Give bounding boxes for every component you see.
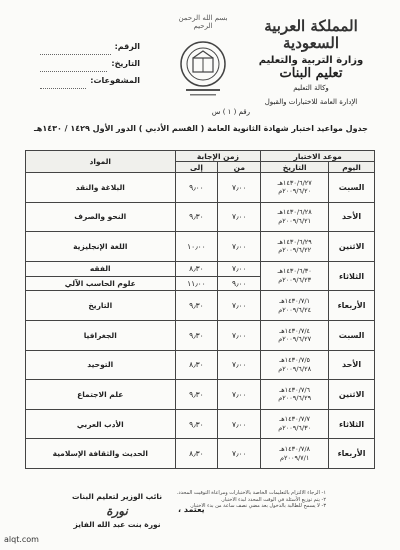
date-cell <box>261 291 329 321</box>
number-label: الرقم: <box>114 42 140 51</box>
subject-cell: البلاغة والنقد <box>26 173 176 203</box>
number-line <box>40 45 111 55</box>
watermark-footer: alqt.com <box>4 535 39 544</box>
from-cell: ٧٫٠٠ <box>218 409 261 439</box>
exam-schedule-table <box>25 150 375 469</box>
day-cell: الاثنين <box>329 232 375 262</box>
gregorian-date: ٢٠٠٩/٦/٢٩م <box>278 394 312 403</box>
gregorian-date: ٢٠٠٩/٦/٢١م <box>278 216 312 225</box>
form-reference: رقم ( ١ ) س <box>211 108 250 116</box>
hijri-date: ١٤٣٠/٧/٨هـ <box>279 444 310 453</box>
from-cell: ٧٫٠٠ <box>218 232 261 262</box>
from-cell: ٧٫٠٠ <box>218 173 261 203</box>
to-cell: ٨٫٣٠ <box>175 261 218 276</box>
subject-cell: التاريخ <box>26 291 176 321</box>
table-row <box>26 173 375 203</box>
duration-header: زمن الإجابة <box>175 151 261 162</box>
ministry-emblem-icon <box>176 38 230 100</box>
table-row <box>26 380 375 410</box>
from-cell: ٧٫٠٠ <box>218 202 261 232</box>
day-cell: السبت <box>329 320 375 350</box>
from-header: من <box>218 162 261 173</box>
hijri-date: ١٤٣٠/٦/٢٧هـ <box>277 178 312 187</box>
gregorian-date: ٢٠٠٩/٦/٣٠م <box>278 424 312 433</box>
to-cell: ٩٫٣٠ <box>175 409 218 439</box>
basmala: بسم الله الرحمن الرحيم <box>178 14 228 30</box>
gregorian-date: ٢٠٠٩/٦/٢٠م <box>278 187 312 196</box>
subject-cell: الجغرافيا <box>26 320 176 350</box>
gregorian-date: ٢٠٠٩/٦/٢٨م <box>278 364 312 373</box>
hijri-date: ١٤٣٠/٦/٢٨هـ <box>277 208 312 217</box>
number-row <box>40 38 140 55</box>
table-row <box>26 350 375 380</box>
approved-label: يعتمد ، <box>178 505 205 514</box>
handwritten-signature: نورة <box>106 504 128 518</box>
table-row <box>26 409 375 439</box>
to-cell: ٩٫٣٠ <box>175 380 218 410</box>
to-cell: ٩٫٣٠ <box>175 320 218 350</box>
kingdom-name: المملكة العربية السعودية <box>264 17 358 53</box>
to-header: إلى <box>175 162 218 173</box>
agency-name: وكالة التعليم <box>293 83 329 92</box>
table-row <box>26 232 375 262</box>
admin-name: الإدارة العامة للاختبارات والقبول <box>264 97 358 106</box>
from-cell: ٧٫٠٠ <box>218 320 261 350</box>
department-name: تعليم البنات <box>279 66 343 81</box>
signatory-role: نائب الوزير لتعليم البنات <box>71 492 163 501</box>
attachments-row <box>40 72 140 89</box>
from-cell: ٧٫٠٠ <box>218 291 261 321</box>
to-cell: ٩٫٠٠ <box>175 173 218 203</box>
from-cell: ٧٫٠٠ <box>218 439 261 469</box>
subject-cell: اللغة الإنجليزية <box>26 232 176 262</box>
hijri-date: ١٤٣٠/٦/٢٩هـ <box>277 237 312 246</box>
date-cell <box>261 261 329 291</box>
exam-date-header: موعد الاختبار <box>261 151 375 162</box>
table-row <box>26 202 375 232</box>
signature-block <box>62 492 172 529</box>
to-cell: ٨٫٣٠ <box>175 350 218 380</box>
day-header: اليوم <box>329 162 375 173</box>
gregorian-date: ٢٠٠٩/٦/٢٤م <box>278 305 312 314</box>
attachments-label: المشفوعات: <box>90 76 140 85</box>
day-cell: الأحد <box>329 350 375 380</box>
hijri-date: ١٤٣٠/٧/٧هـ <box>279 415 310 424</box>
from-cell: ٩٫٠٠ <box>218 276 261 291</box>
note-line: ٢- يتم توزيع الأسئلة في الوقت المحدد لبدء الاختبار. <box>220 496 326 503</box>
day-cell: الأحد <box>329 202 375 232</box>
date-line <box>40 62 107 72</box>
reference-fields <box>40 38 140 89</box>
subject-cell: الأدب العربي <box>26 409 176 439</box>
to-cell: ٩٫٣٠ <box>175 202 218 232</box>
attachments-line <box>40 79 86 89</box>
gregorian-date: ٢٠٠٩/٦/٢٣م <box>278 276 312 285</box>
date-cell <box>261 202 329 232</box>
ministry-name: وزارة التربية والتعليم <box>258 54 364 66</box>
hijri-date: ١٤٣٠/٧/٦هـ <box>279 385 310 394</box>
date-cell <box>261 173 329 203</box>
schedule-body <box>26 173 375 469</box>
table-row <box>26 291 375 321</box>
day-cell: الثلاثاء <box>329 261 375 291</box>
header-row-1 <box>26 151 375 162</box>
subject-header: المواد <box>26 151 176 173</box>
subject-cell: النحو والصرف <box>26 202 176 232</box>
signatory-name: نورة بنت عبد الله الفايز <box>73 520 161 529</box>
to-cell: ٩٫٣٠ <box>175 291 218 321</box>
table-row <box>26 439 375 469</box>
subject-cell: التوحيد <box>26 350 176 380</box>
document-title: جدول مواعيد اختبار شهادة الثانوية العامة ( القسم الأدبي ) الدور الأول ١٤٢٩ / ١٤٣٠هـ <box>34 124 368 133</box>
hijri-date: ١٤٣٠/٧/٥هـ <box>279 356 310 365</box>
subject-cell: الحديث والثقافة الإسلامية <box>26 439 176 469</box>
day-cell: الاثنين <box>329 380 375 410</box>
subject-cell: علم الاجتماع <box>26 380 176 410</box>
date-header: التاريخ <box>261 162 329 173</box>
date-cell <box>261 350 329 380</box>
date-label: التاريخ: <box>111 59 140 68</box>
note-line: ١- الرجاء الالتزام بالتعليمات الخاصة بالاختبارات ومراعاة التوقيت المحدد. <box>176 490 326 496</box>
gregorian-date: ٢٠٠٩/٦/٢٢م <box>278 246 312 255</box>
table-row <box>26 320 375 350</box>
ministry-header <box>236 18 386 106</box>
to-cell: ١١٫٠٠ <box>175 276 218 291</box>
table-row <box>26 261 375 276</box>
date-cell <box>261 409 329 439</box>
date-cell <box>261 439 329 469</box>
note-line: ٣- لا يسمح للطالبة بالدخول بعد مضي نصف ساعة من بدء الاختبار. <box>189 503 326 509</box>
day-cell: الثلاثاء <box>329 409 375 439</box>
subject-cell: علوم الحاسب الآلي <box>26 276 176 291</box>
date-cell <box>261 380 329 410</box>
gregorian-date: ٢٠٠٩/٧/١م <box>279 453 310 462</box>
subject-cell: الفقه <box>26 261 176 276</box>
gregorian-date: ٢٠٠٩/٦/٢٧م <box>278 335 312 344</box>
to-cell: ١٠٫٠٠ <box>175 232 218 262</box>
day-cell: الأربعاء <box>329 439 375 469</box>
from-cell: ٧٫٠٠ <box>218 261 261 276</box>
date-cell <box>261 320 329 350</box>
day-cell: الأربعاء <box>329 291 375 321</box>
to-cell: ٨٫٣٠ <box>175 439 218 469</box>
date-cell <box>261 232 329 262</box>
date-row <box>40 55 140 72</box>
hijri-date: ١٤٣٠/٧/٤هـ <box>279 326 310 335</box>
from-cell: ٧٫٠٠ <box>218 380 261 410</box>
hijri-date: ١٤٣٠/٦/٣٠هـ <box>277 267 312 276</box>
day-cell: السبت <box>329 173 375 203</box>
from-cell: ٧٫٠٠ <box>218 350 261 380</box>
hijri-date: ١٤٣٠/٧/١هـ <box>279 296 310 305</box>
